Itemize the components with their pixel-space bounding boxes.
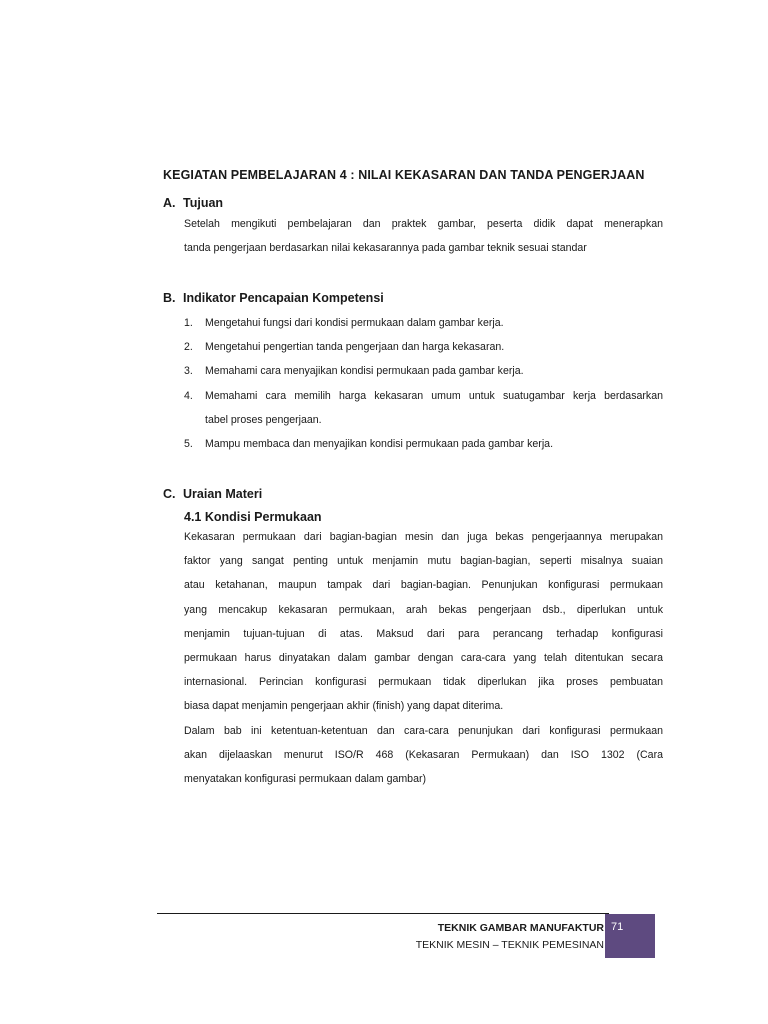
list-item <box>184 359 663 383</box>
subsection-title: 4.1 Kondisi Permukaan <box>184 510 322 524</box>
section-c-paragraph-2 <box>184 719 663 792</box>
chapter-title: KEGIATAN PEMBELAJARAN 4 : NILAI KEKASARAN DAN TANDA PENGERJAAN <box>163 168 645 182</box>
section-a-letter: A. <box>163 196 176 210</box>
paragraph-line: Dalam bab ini ketentuan-ketentuan dan cara-cara penunjukan dari konfigurasi permukaan <box>184 725 663 737</box>
section-c-paragraph-1 <box>184 525 663 719</box>
list-item-text: Mengetahui fungsi dari kondisi permukaan dalam gambar kerja. <box>205 317 504 329</box>
list-item-number: 2. <box>184 341 193 354</box>
paragraph-line: faktor yang sangat penting untuk menjamin mutu bagian-bagian, seperti misalnya suaian <box>184 555 663 568</box>
paragraph-line: Kekasaran permukaan dari bagian-bagian mesin dan juga bekas pengerjaannya merupakan <box>184 531 663 543</box>
list-item-text: Memahami cara menyajikan kondisi permukaan pada gambar kerja. <box>205 365 524 378</box>
page-number: 71 <box>611 921 624 933</box>
section-a-heading <box>163 196 223 210</box>
competency-indicator-list <box>184 311 663 456</box>
section-a-paragraph <box>184 212 663 260</box>
section-b-title: Indikator Pencapaian Kompetensi <box>183 291 384 305</box>
footer-subtitle: TEKNIK MESIN – TEKNIK PEMESINAN <box>415 939 604 951</box>
list-item-number: 4. <box>184 389 193 402</box>
section-c-title: Uraian Materi <box>183 487 263 501</box>
section-b-heading <box>163 291 384 305</box>
section-a-title: Tujuan <box>183 196 224 210</box>
list-item-text: Memahami cara memilih harga kekasaran umum untuk suatugambar kerja berdasarkan <box>205 389 663 402</box>
list-item-number: 1. <box>184 317 193 329</box>
footer-title: TEKNIK GAMBAR MANUFAKTUR <box>437 922 604 934</box>
list-item-text: Mampu membaca dan menyajikan kondisi permukaan pada gambar kerja. <box>205 438 554 451</box>
section-c-heading <box>163 487 262 501</box>
list-item-number: 5. <box>184 438 193 451</box>
paragraph-line: menyatakan konfigurasi permukaan dalam gambar) <box>184 773 427 786</box>
paragraph-line: internasional. Perincian konfigurasi permukaan tidak diperlukan jika proses pembuatan <box>184 676 663 689</box>
section-b-letter: B. <box>163 291 176 305</box>
list-item <box>184 335 663 359</box>
paragraph-line: menjamin tujuan-tujuan di atas. Maksud dari para perancang terhadap konfigurasi <box>184 627 663 640</box>
paragraph-line: permukaan harus dinyatakan dalam gambar dengan cara-cara yang telah ditentukan secara <box>184 652 663 665</box>
list-item <box>184 311 663 335</box>
list-item <box>184 432 663 456</box>
list-item-text: Mengetahui pengertian tanda pengerjaan dan harga kekasaran. <box>205 341 505 354</box>
paragraph-line: Setelah mengikuti pembelajaran dan praktek gambar, peserta didik dapat menerapkan <box>184 218 663 230</box>
paragraph-line: yang mencakup kekasaran permukaan, arah bekas pengerjaan dsb., diperlukan untuk <box>184 603 663 616</box>
list-item <box>184 384 663 432</box>
paragraph-line: akan dijelaaskan menurut ISO/R 468 (Kekasaran Permukaan) dan ISO 1302 (Cara <box>184 749 663 762</box>
paragraph-line: tanda pengerjaan berdasarkan nilai kekasarannya pada gambar teknik sesuai standar <box>184 242 587 255</box>
list-item-text: tabel proses pengerjaan. <box>205 413 322 426</box>
section-c-letter: C. <box>163 487 176 501</box>
paragraph-line: atau ketahanan, maupun tampak dari bagian-bagian. Penunjukan konfigurasi permukaan <box>184 579 663 592</box>
page-number-box <box>604 914 655 958</box>
paragraph-line: biasa dapat menjamin pengerjaan akhir (finish) yang dapat diterima. <box>184 700 504 713</box>
list-item-number: 3. <box>184 365 193 378</box>
footer-divider <box>157 913 609 914</box>
